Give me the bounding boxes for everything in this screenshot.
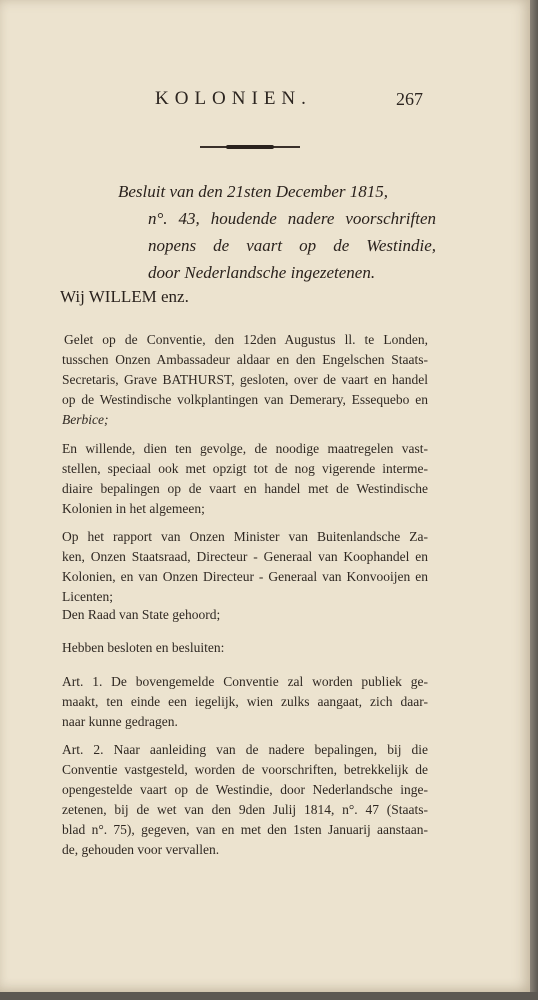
text-line: Gelet op de Conventie, den 12den Augustus ll. te Londen, (64, 332, 428, 347)
paragraph-willende (62, 439, 428, 519)
title-line: door Nederlandsche ingezetenen. (148, 263, 376, 282)
title-line: Besluit van den 21sten December 1815, (118, 182, 389, 201)
title-line: n°. 43, houdende nadere voorschriften (148, 209, 436, 228)
text-line: tusschen Onzen Ambassadeur aldaar en den Engelschen Staats- (62, 352, 428, 367)
text-line: maakt, ten einde een iegelijk, wien zulks aangaat, zich daar- (62, 694, 428, 709)
text-line: Berbice; (62, 412, 109, 427)
paragraph-raad (62, 605, 428, 625)
running-title: KOLONIEN. (155, 88, 312, 109)
text-line: En willende, dien ten gevolge, de noodige maatregelen vast- (62, 441, 428, 456)
text-line: ken, Onzen Staatsraad, Directeur - Generaal van Koophandel en (62, 549, 428, 564)
text-line: de, gehouden voor vervallen. (62, 842, 220, 857)
text-line: Conventie vastgesteld, worden de voorschriften, betrekkelijk de (62, 762, 428, 777)
text-line: Kolonien in het algemeen; (62, 501, 205, 516)
text-line: op de Westindische volkplantingen van Demerary, Essequebo en (62, 392, 428, 407)
decree-title (118, 178, 438, 286)
text-line: naar kunne gedragen. (62, 714, 178, 729)
article-2 (62, 740, 428, 860)
text-line: zetenen, bij de wet van den 9den Julij 1814, n°. 47 (Staats- (62, 802, 428, 817)
opening-formula: Wij WILLEM enz. (60, 287, 189, 306)
text-line: Art. 1. De bovengemelde Conventie zal worden publiek ge- (62, 674, 428, 689)
paragraph-besluiten (62, 638, 428, 658)
paragraph-rapport (62, 527, 428, 607)
text-line: Art. 2. Naar aanleiding van de nadere bepalingen, bij die (62, 742, 428, 757)
title-line: nopens de vaart op de Westindie, (148, 236, 436, 255)
text-line: Secretaris, Grave BATHURST, gesloten, over de vaart en handel (62, 372, 428, 387)
text-line: Licenten; (62, 589, 113, 604)
text-line: Op het rapport van Onzen Minister van Buitenlandsche Za- (62, 529, 428, 544)
text-line: Hebben besloten en besluiten: (62, 640, 225, 655)
paragraph-gelet (62, 330, 428, 430)
text-line: stellen, speciaal ook met opzigt tot de nog vigerende interme- (62, 461, 428, 476)
text-line: Kolonien, en van Onzen Directeur - Generaal van Konvooijen en (62, 569, 428, 584)
text-line: opengestelde vaart op de Westindie, door Nederlandsche inge- (62, 782, 428, 797)
page-edge-bottom (0, 992, 538, 1000)
text-line: diaire bepalingen op de vaart en handel met de Westindische (62, 481, 428, 496)
text-line: Den Raad van State gehoord; (62, 607, 221, 622)
text-line: blad n°. 75), gegeven, van en met den 1sten Januarij aanstaan- (62, 822, 428, 837)
page-edge-right (530, 0, 538, 1000)
ornamental-rule-center (226, 145, 274, 149)
article-1 (62, 672, 428, 732)
page-number: 267 (396, 89, 423, 109)
